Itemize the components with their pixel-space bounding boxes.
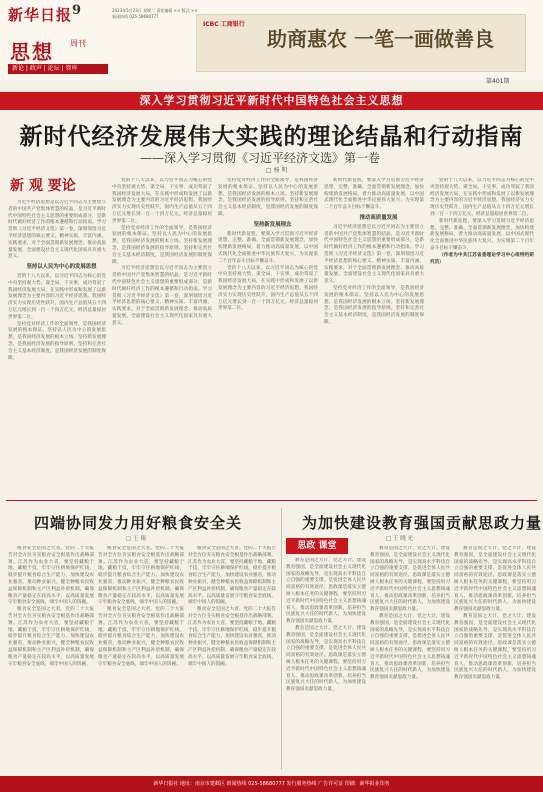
- column-tag-ideology: 思政 课堂: [286, 538, 348, 554]
- column-tag: 新 观 要论: [10, 178, 76, 194]
- paragraph: 教育是国之大计、党之大计。建设教育强国，是全面建设社会主义现代化国家的战略先导，是实现高水平科技自立自强的重要支撑，是促进全体人民共同富裕的有效途径。思政课是落实立德树人根本任务的关键课程，要坚持用习近平新时代中国特色社会主义思想铸魂育人，推动思政课改革创新，培养担当民族复兴大任的时代新人，为加快建设教育强国贡献思政力量。: [286, 558, 366, 625]
- article3-column-1: [286, 558, 366, 770]
- article3-author: □ 王 晓 光: [386, 536, 413, 542]
- section-nav: 新论 | 政声 | 论坛 | 智库: [8, 64, 108, 74]
- masthead: [0, 0, 543, 85]
- article2-column-3: [188, 546, 276, 770]
- section-title: 思想: [10, 40, 54, 64]
- paragraph: 教育是国之大计、党之大计。建设教育强国，是全面建设社会主义现代化国家的战略先导，是实现高水平科技自立自强的重要支撑，是促进全体人民共同富裕的有效途径。思政课是落实立德树人根本任务的关键课程，要坚持用习近平新时代中国特色社会主义思想铸魂育人，推动思政课改革创新，培养担当民族复兴大任的时代新人，为加快建设教育强国贡献思政力量。: [454, 546, 536, 613]
- paragraph: 坚持党对经济工作的全面领导，是我国经济发展的根本保证。坚持以人民为中心的发展思想，是我国经济发展的根本立场。坚持新发展理念，是我国经济发展的指导原则。坚持和完善社会主义基本经济制度，是我国经济发展的制度保障。: [112, 225, 212, 265]
- article3-column-3: [454, 546, 536, 770]
- paragraph: 粮食安全是国之大者。党的二十大报告对全方位夯实粮食安全根基作出战略部署。江苏作为农业大省，要坚持藏粮于地、藏粮于技，牢牢守住耕地保护红线，稳步提升粮食综合生产能力，加快建设农业强省，推动种业振兴，健全种粮农民收益保障机制和主产区利益补偿机制，确保粮食产量稳定在较高水平，以高质量发展守牢粮食安全底线，端牢中国人的饭碗。: [98, 546, 184, 606]
- ad-slogan: 助商惠农 一笔一画做善良: [267, 27, 494, 51]
- section-heading: 坚持以人民为中心的发展思想: [26, 264, 97, 271]
- bank-advertisement: [196, 14, 526, 72]
- article3-headline: 为加快建设教育强国贡献思政力量: [302, 514, 543, 532]
- paragraph: 党的十八大以来，以习近平同志为核心的党中央坚持观大势、谋全局、干实事，成功驾驭了我国经济发展大局，在实践中形成和发展了以新发展理念为主要内容的习近平经济思想。我国经济实力实现历史性跃升，国内生产总值从五十四万亿元增长到一百一十四万亿元，经济总量稳居世界第二位。: [430, 178, 534, 217]
- article-column-2: [112, 178, 212, 490]
- section-heading: 坚持新发展理念: [253, 221, 292, 228]
- paragraph: 粮食安全是国之大者。党的二十大报告对全方位夯实粮食安全根基作出战略部署。江苏作为农业大省，要坚持藏粮于地、藏粮于技，牢牢守住耕地保护红线，稳步提升粮食综合生产能力，加快建设农业强省，推动种业振兴，健全种粮农民收益保障机制和主产区利益补偿机制，确保粮食产量稳定在较高水平，以高质量发展守牢粮食安全底线，端牢中国人的饭碗。: [188, 607, 276, 667]
- paragraph: 习近平经济思想是以习近平同志为主要创立者的中国共产党集体智慧的结晶，是习近平新时代中国特色社会主义思想的重要组成部分，是新时代做好经济工作的根本遵循和行动指南。学习贯彻《习近平经济文选》第一卷，深刻领悟习近平经济思想的核心要义、精神实质、丰富内涵、实践要求，对于全面贯彻新发展理念、推动高质量发展、全面建设社会主义现代化国家具有重大意义。: [8, 200, 106, 260]
- column-rule: [281, 508, 282, 770]
- author-note: （作者为中共江苏省委理论学习中心组特约研究员）: [430, 252, 534, 265]
- article2-column-2: [98, 546, 184, 770]
- paragraph: 党的十八大以来，以习近平同志为核心的党中央坚持观大势、谋全局、干实事，成功驾驭了我国经济发展大局，在实践中形成和发展了以新发展理念为主要内容的习近平经济思想。我国经济实力实现历史性跃升，国内生产总值从五十四万亿元增长到一百一十四万亿元，经济总量稳居世界第二位。: [8, 273, 106, 320]
- paragraph: 新时代新征程，要深入学习贯彻习近平经济思想，完整、准确、全面贯彻新发展理念，加快构建新发展格局，着力推动高质量发展，以中国式现代化全面推进中华民族伟大复兴，为实现第二个百年奋斗目标不懈奋斗。: [430, 218, 534, 251]
- paragraph: 教育是国之大计、党之大计。建设教育强国，是全面建设社会主义现代化国家的战略先导，是实现高水平科技自立自强的重要支撑，是促进全体人民共同富裕的有效途径。思政课是落实立德树人根本任务的关键课程，要坚持用习近平新时代中国特色社会主义思想铸魂育人，推动思政课改革创新，培养担当民族复兴大任的时代新人，为加快建设教育强国贡献思政力量。: [370, 613, 450, 681]
- paragraph: 党的十八大以来，以习近平同志为核心的党中央坚持观大势、谋全局、干实事，成功驾驭了我国经济发展大局，在实践中形成和发展了以新发展理念为主要内容的习近平经济思想。我国经济实力实现历史性跃升，国内生产总值从五十四万亿元增长到一百一十四万亿元，经济总量稳居世界第二位。: [112, 178, 212, 224]
- section-divider: [6, 500, 537, 501]
- article2-headline: 四端协同发力用好粮食安全关: [34, 514, 243, 532]
- paragraph: 新时代新征程，要深入学习贯彻习近平经济思想，完整、准确、全面贯彻新发展理念，加快构建新发展格局，着力推动高质量发展，以中国式现代化全面推进中华民族伟大复兴，为实现第二个百年奋斗目标不懈奋斗。: [324, 178, 424, 211]
- paragraph: 习近平经济思想是以习近平同志为主要创立者的中国共产党集体智慧的结晶，是习近平新时代中国特色社会主义思想的重要组成部分，是新时代做好经济工作的根本遵循和行动指南。学习贯彻《习近平经济文选》第一卷，深刻领悟习近平经济思想的核心要义、精神实质、丰富内涵、实践要求，对于全面贯彻新发展理念、推动高质量发展、全面建设社会主义现代化国家具有重大意义。: [112, 266, 212, 326]
- paragraph: 粮食安全是国之大者。党的二十大报告对全方位夯实粮食安全根基作出战略部署。江苏作为农业大省，要坚持藏粮于地、藏粮于技，牢牢守住耕地保护红线，稳步提升粮食综合生产能力，加快建设农业强省，推动种业振兴，健全种粮农民收益保障机制和主产区利益补偿机制，确保粮食产量稳定在较高水平，以高质量发展守牢粮食安全底线，端牢中国人的饭碗。: [98, 607, 184, 667]
- main-headline: 新时代经济发展伟大实践的理论结晶和行动指南: [19, 123, 524, 150]
- paragraph: 教育是国之大计、党之大计。建设教育强国，是全面建设社会主义现代化国家的战略先导，是实现高水平科技自立自强的重要支撑，是促进全体人民共同富裕的有效途径。思政课是落实立德树人根本任务的关键课程，要坚持用习近平新时代中国特色社会主义思想铸魂育人，推动思政课改革创新，培养担当民族复兴大任的时代新人，为加快建设教育强国贡献思政力量。: [370, 546, 450, 613]
- paragraph: 坚持党对经济工作的全面领导，是我国经济发展的根本保证。坚持以人民为中心的发展思想，是我国经济发展的根本立场。坚持新发展理念，是我国经济发展的指导原则。坚持和完善社会主义基本经济制度，是我国经济发展的制度保障。: [8, 321, 106, 361]
- topic-banner: [0, 92, 543, 110]
- article-column-1: [8, 200, 106, 490]
- section-subtitle: 周刊: [70, 39, 86, 48]
- footer-text: 新华日报社 地址：南京市建邺区 新闻热线 025-58680777 发行服务热线 广告许可证 印刷：新华报业印务: [153, 781, 390, 787]
- paragraph: 新时代新征程，要深入学习贯彻习近平经济思想，完整、准确、全面贯彻新发展理念，加快构建新发展格局，着力推动高质量发展，以中国式现代化全面推进中华民族伟大复兴，为实现第二个百年奋斗目标不懈奋斗。: [218, 231, 318, 264]
- paragraph: 粮食安全是国之大者。党的二十大报告对全方位夯实粮食安全根基作出战略部署。江苏作为农业大省，要坚持藏粮于地、藏粮于技，牢牢守住耕地保护红线，稳步提升粮食综合生产能力，加快建设农业强省，推动种业振兴，健全种粮农民收益保障机制和主产区利益补偿机制，确保粮食产量稳定在较高水平，以高质量发展守牢粮食安全底线，端牢中国人的饭碗。: [8, 607, 94, 667]
- article-column-3: [218, 178, 318, 490]
- article-column-5: [430, 178, 534, 490]
- paragraph: 习近平经济思想是以习近平同志为主要创立者的中国共产党集体智慧的结晶，是习近平新时代中国特色社会主义思想的重要组成部分，是新时代做好经济工作的根本遵循和行动指南。学习贯彻《习近平经济文选》第一卷，深刻领悟习近平经济思想的核心要义、精神实质、丰富内涵、实践要求，对于全面贯彻新发展理念、推动高质量发展、全面建设社会主义现代化国家具有重大意义。: [324, 224, 424, 285]
- article2-column-1: [8, 546, 94, 770]
- article3-column-2: [370, 546, 450, 770]
- newspaper-logo: 新华日报: [8, 6, 73, 24]
- paragraph: 粮食安全是国之大者。党的二十大报告对全方位夯实粮食安全根基作出战略部署。江苏作为农业大省，要坚持藏粮于地、藏粮于技，牢牢守住耕地保护红线，稳步提升粮食综合生产能力，加快建设农业强省，推动种业振兴，健全种粮农民收益保障机制和主产区利益补偿机制，确保粮食产量稳定在较高水平，以高质量发展守牢粮食安全底线，端牢中国人的饭碗。: [8, 546, 94, 606]
- article2-author: □ 王 翔: [126, 536, 146, 542]
- page-number: 9: [72, 3, 82, 18]
- main-author: □ 杨 明: [266, 167, 288, 174]
- bank-logo: ICBC 工商银行: [203, 21, 245, 28]
- section-heading: 推动高质量发展: [359, 214, 398, 221]
- edition-number: 第401期: [486, 78, 510, 85]
- paragraph: 教育是国之大计、党之大计。建设教育强国，是全面建设社会主义现代化国家的战略先导，是实现高水平科技自立自强的重要支撑，是促进全体人民共同富裕的有效途径。思政课是落实立德树人根本任务的关键课程，要坚持用习近平新时代中国特色社会主义思想铸魂育人，推动思政课改革创新，培养担当民族复兴大任的时代新人，为加快建设教育强国贡献思政力量。: [454, 613, 536, 681]
- paragraph: 粮食安全是国之大者。党的二十大报告对全方位夯实粮食安全根基作出战略部署。江苏作为农业大省，要坚持藏粮于地、藏粮于技，牢牢守住耕地保护红线，稳步提升粮食综合生产能力，加快建设农业强省，推动种业振兴，健全种粮农民收益保障机制和主产区利益补偿机制，确保粮食产量稳定在较高水平，以高质量发展守牢粮食安全底线，端牢中国人的饭碗。: [188, 546, 276, 606]
- article-column-4: [324, 178, 424, 490]
- paragraph: 坚持党对经济工作的全面领导，是我国经济发展的根本保证。坚持以人民为中心的发展思想，是我国经济发展的根本立场。坚持新发展理念，是我国经济发展的指导原则。坚持和完善社会主义基本经济制度，是我国经济发展的制度保障。: [218, 178, 318, 217]
- main-subheadline: ——深入学习贯彻《习近平经济文选》第一卷: [140, 151, 381, 165]
- paragraph: 教育是国之大计、党之大计。建设教育强国，是全面建设社会主义现代化国家的战略先导，是实现高水平科技自立自强的重要支撑，是促进全体人民共同富裕的有效途径。思政课是落实立德树人根本任务的关键课程，要坚持用习近平新时代中国特色社会主义思想铸魂育人，推动思政课改革创新，培养担当民族复兴大任的时代新人，为加快建设教育强国贡献思政力量。: [286, 625, 366, 693]
- footer-bar: [0, 776, 543, 792]
- issue-info: 2023年5月23日 星期二 责任编辑 ×× 版式 ×× 新闻热线 025-58680777: [112, 8, 198, 19]
- banner-text: 深入学习贯彻习近平新时代中国特色社会主义思想: [139, 94, 404, 107]
- paragraph: 坚持党对经济工作的全面领导，是我国经济发展的根本保证。坚持以人民为中心的发展思想，是我国经济发展的根本立场。坚持新发展理念，是我国经济发展的指导原则。坚持和完善社会主义基本经济制度，是我国经济发展的制度保障。: [324, 285, 424, 325]
- paragraph: 党的十八大以来，以习近平同志为核心的党中央坚持观大势、谋全局、干实事，成功驾驭了我国经济发展大局，在实践中形成和发展了以新发展理念为主要内容的习近平经济思想。我国经济实力实现历史性跃升，国内生产总值从五十四万亿元增长到一百一十四万亿元，经济总量稳居世界第二位。: [218, 265, 318, 312]
